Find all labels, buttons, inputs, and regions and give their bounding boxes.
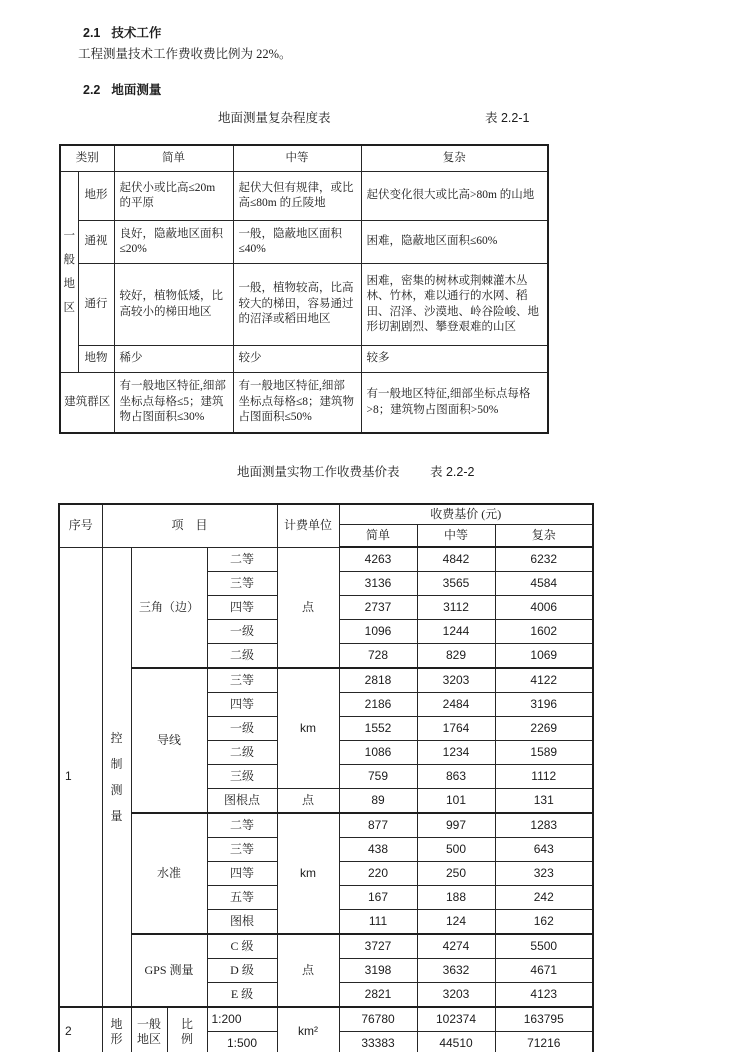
price-complex-cell: 323 [495, 862, 593, 886]
complex-cell: 起伏变化很大或比高>80m 的山地 [361, 172, 548, 221]
price-complex-cell: 5500 [495, 934, 593, 959]
price-complex-cell: 242 [495, 886, 593, 910]
area-cell [131, 1007, 167, 1052]
price-simple-cell: 438 [339, 838, 417, 862]
header-unit-cell: 计费单位 [277, 504, 339, 547]
grade-cell: 五等 [207, 886, 277, 910]
price-complex-cell: 4584 [495, 572, 593, 596]
grade-cell: 二级 [207, 644, 277, 669]
unit-cell: km [277, 813, 339, 934]
price-medium-cell: 3112 [417, 596, 495, 620]
price-complex-cell: 4671 [495, 959, 593, 983]
table2-caption-row [0, 465, 744, 480]
medium-cell: 较少 [233, 346, 361, 373]
grade-cell: 一级 [207, 717, 277, 741]
price-medium-cell: 250 [417, 862, 495, 886]
row-label-cell: 地物 [78, 346, 114, 373]
unit-cell: km [277, 668, 339, 789]
complex-cell: 有一般地区特征,细部坐标点每格>8；建筑物占图面积>50% [361, 373, 548, 434]
complex-cell: 困难，密集的树林或荆棘灌木丛林、竹林，难以通行的水网、稻田、沼泽、沙漠地、岭谷险峻、地形切割剧烈、攀登艰难的山区 [361, 264, 548, 346]
grade-cell: 三等 [207, 668, 277, 693]
price-medium-cell: 997 [417, 813, 495, 838]
price-complex-cell: 163795 [495, 1007, 593, 1032]
grade-cell: 二等 [207, 547, 277, 572]
price-simple-cell: 76780 [339, 1007, 417, 1032]
price-simple-cell: 2818 [339, 668, 417, 693]
scale-cell: 1:200 [207, 1007, 277, 1032]
unit-cell: 点 [277, 934, 339, 1007]
price-medium-cell: 500 [417, 838, 495, 862]
price-complex-cell: 2269 [495, 717, 593, 741]
unit-cell: 点 [277, 789, 339, 814]
table1-caption-row [0, 111, 744, 126]
price-medium-cell: 4842 [417, 547, 495, 572]
row-label-cell: 地形 [78, 172, 114, 221]
price-simple-cell: 89 [339, 789, 417, 814]
price-complex-cell: 4123 [495, 983, 593, 1008]
fee-base-price-table [58, 503, 594, 1052]
price-medium-cell: 4274 [417, 934, 495, 959]
price-simple-cell: 1086 [339, 741, 417, 765]
price-complex-cell: 1283 [495, 813, 593, 838]
group-cell: GPS 测量 [131, 934, 207, 1007]
table-row [59, 668, 593, 693]
group-cell: 水准 [131, 813, 207, 934]
medium-cell: 有一般地区特征,细部坐标点每格≤8；建筑物占图面积≤50% [233, 373, 361, 434]
complexity-table [59, 144, 549, 434]
price-complex-cell: 1112 [495, 765, 593, 789]
row-label-cell: 通视 [78, 221, 114, 264]
price-medium-cell: 188 [417, 886, 495, 910]
price-simple-cell: 2737 [339, 596, 417, 620]
table-row [60, 221, 548, 264]
price-medium-cell: 3565 [417, 572, 495, 596]
price-simple-cell: 759 [339, 765, 417, 789]
price-complex-cell: 1069 [495, 644, 593, 669]
group-cell: 导线 [131, 668, 207, 813]
header-seq-cell: 序号 [59, 504, 102, 547]
price-medium-cell: 44510 [417, 1032, 495, 1052]
price-complex-cell: 162 [495, 910, 593, 935]
simple-cell: 良好，隐蔽地区面积≤20% [114, 221, 233, 264]
group-cell: 三角（边） [131, 547, 207, 668]
medium-cell: 一般，植物较高，比高较大的梯田，容易通过的沼泽或稻田地区 [233, 264, 361, 346]
table2-caption: 地面测量实物工作收费基价表 [237, 465, 400, 479]
grade-cell: E 级 [207, 983, 277, 1008]
row-label-cell: 通行 [78, 264, 114, 346]
general-area-cell [60, 172, 78, 373]
header-category-cell: 类别 [60, 145, 114, 172]
table1-caption: 地面测量复杂程度表 [218, 111, 331, 125]
price-medium-cell: 124 [417, 910, 495, 935]
header-medium-cell: 中等 [417, 525, 495, 548]
price-simple-cell: 4263 [339, 547, 417, 572]
price-simple-cell: 111 [339, 910, 417, 935]
category-label: 地形 [110, 1016, 123, 1046]
header-item-cell: 项 目 [102, 504, 277, 547]
table-header-row [59, 504, 593, 525]
price-simple-cell: 3136 [339, 572, 417, 596]
section-heading-2-1 [83, 26, 744, 41]
fee-ratio-paragraph: 工程测量技术工作费收费比例为 22%。 [78, 47, 292, 61]
table-row [60, 172, 548, 221]
header-complex-cell: 复杂 [361, 145, 548, 172]
price-complex-cell: 643 [495, 838, 593, 862]
medium-cell: 一般，隐蔽地区面积≤40% [233, 221, 361, 264]
price-medium-cell: 3203 [417, 983, 495, 1008]
medium-cell: 起伏大但有规律，或比高≤80m 的丘陵地 [233, 172, 361, 221]
grade-cell: D 级 [207, 959, 277, 983]
price-complex-cell: 3196 [495, 693, 593, 717]
price-complex-cell: 4006 [495, 596, 593, 620]
table2-ref: 表 2.2-2 [430, 465, 475, 479]
grade-cell: 二级 [207, 741, 277, 765]
price-complex-cell: 6232 [495, 547, 593, 572]
price-medium-cell: 829 [417, 644, 495, 669]
price-simple-cell: 2186 [339, 693, 417, 717]
price-medium-cell: 101 [417, 789, 495, 814]
complex-cell: 困难，隐蔽地区面积≤60% [361, 221, 548, 264]
table-row [59, 813, 593, 838]
grade-cell: 四等 [207, 693, 277, 717]
scale-label: 比例 [181, 1016, 194, 1046]
price-medium-cell: 3203 [417, 668, 495, 693]
seq-cell: 1 [59, 547, 102, 1007]
price-simple-cell: 2821 [339, 983, 417, 1008]
price-complex-cell: 4122 [495, 668, 593, 693]
table-row [60, 264, 548, 346]
price-simple-cell: 220 [339, 862, 417, 886]
complex-cell: 较多 [361, 346, 548, 373]
scale-cell: 1:500 [207, 1032, 277, 1052]
general-area-label: 一般地区 [63, 230, 75, 314]
table-row [60, 346, 548, 373]
table-row [59, 934, 593, 959]
simple-cell: 起伏小或比高≤20m 的平原 [114, 172, 233, 221]
price-complex-cell: 71216 [495, 1032, 593, 1052]
price-simple-cell: 3727 [339, 934, 417, 959]
table-row [60, 145, 548, 172]
category-cell [102, 547, 131, 1007]
table-row [59, 1007, 593, 1032]
grade-cell: 三级 [207, 765, 277, 789]
section-title: 技术工作 [111, 26, 162, 40]
grade-cell: 图根 [207, 910, 277, 935]
header-simple-cell: 简单 [339, 525, 417, 548]
grade-cell: 图根点 [207, 789, 277, 814]
grade-cell: 四等 [207, 596, 277, 620]
table1-ref: 表 2.2-1 [485, 111, 530, 125]
price-medium-cell: 102374 [417, 1007, 495, 1032]
grade-cell: 二等 [207, 813, 277, 838]
section-number: 2.2 [83, 83, 101, 97]
section-title: 地面测量 [111, 83, 162, 97]
price-simple-cell: 1096 [339, 620, 417, 644]
price-simple-cell: 3198 [339, 959, 417, 983]
price-complex-cell: 131 [495, 789, 593, 814]
category-cell [102, 1007, 131, 1052]
price-complex-cell: 1602 [495, 620, 593, 644]
price-medium-cell: 1234 [417, 741, 495, 765]
header-simple-cell: 简单 [114, 145, 233, 172]
price-simple-cell: 167 [339, 886, 417, 910]
grade-cell: 四等 [207, 862, 277, 886]
grade-cell: C 级 [207, 934, 277, 959]
header-price-group-cell: 收费基价 (元) [339, 504, 593, 525]
section-number: 2.1 [83, 26, 101, 40]
price-medium-cell: 2484 [417, 693, 495, 717]
seq-cell: 2 [59, 1007, 102, 1052]
price-simple-cell: 33383 [339, 1032, 417, 1052]
simple-cell: 有一般地区特征,细部坐标点每格≤5；建筑物占图面积≤30% [114, 373, 233, 434]
simple-cell: 较好，植物低矮，比高较小的梯田地区 [114, 264, 233, 346]
price-medium-cell: 3632 [417, 959, 495, 983]
unit-cell: 点 [277, 547, 339, 668]
grade-cell: 一级 [207, 620, 277, 644]
price-simple-cell: 877 [339, 813, 417, 838]
category-label: 控制测量 [110, 730, 123, 823]
grade-cell: 三等 [207, 572, 277, 596]
price-simple-cell: 728 [339, 644, 417, 669]
header-medium-cell: 中等 [233, 145, 361, 172]
header-complex-cell: 复杂 [495, 525, 593, 548]
area-label: 一般地区 [136, 1016, 161, 1046]
unit-cell: km² [277, 1007, 339, 1052]
building-area-label-cell: 建筑群区 [60, 373, 114, 434]
section-heading-2-2 [83, 83, 744, 98]
table-row [60, 373, 548, 434]
grade-cell: 三等 [207, 838, 277, 862]
price-complex-cell: 1589 [495, 741, 593, 765]
price-medium-cell: 863 [417, 765, 495, 789]
table-row [59, 547, 593, 572]
price-medium-cell: 1244 [417, 620, 495, 644]
scale-label-cell [167, 1007, 207, 1052]
simple-cell: 稀少 [114, 346, 233, 373]
price-medium-cell: 1764 [417, 717, 495, 741]
price-simple-cell: 1552 [339, 717, 417, 741]
